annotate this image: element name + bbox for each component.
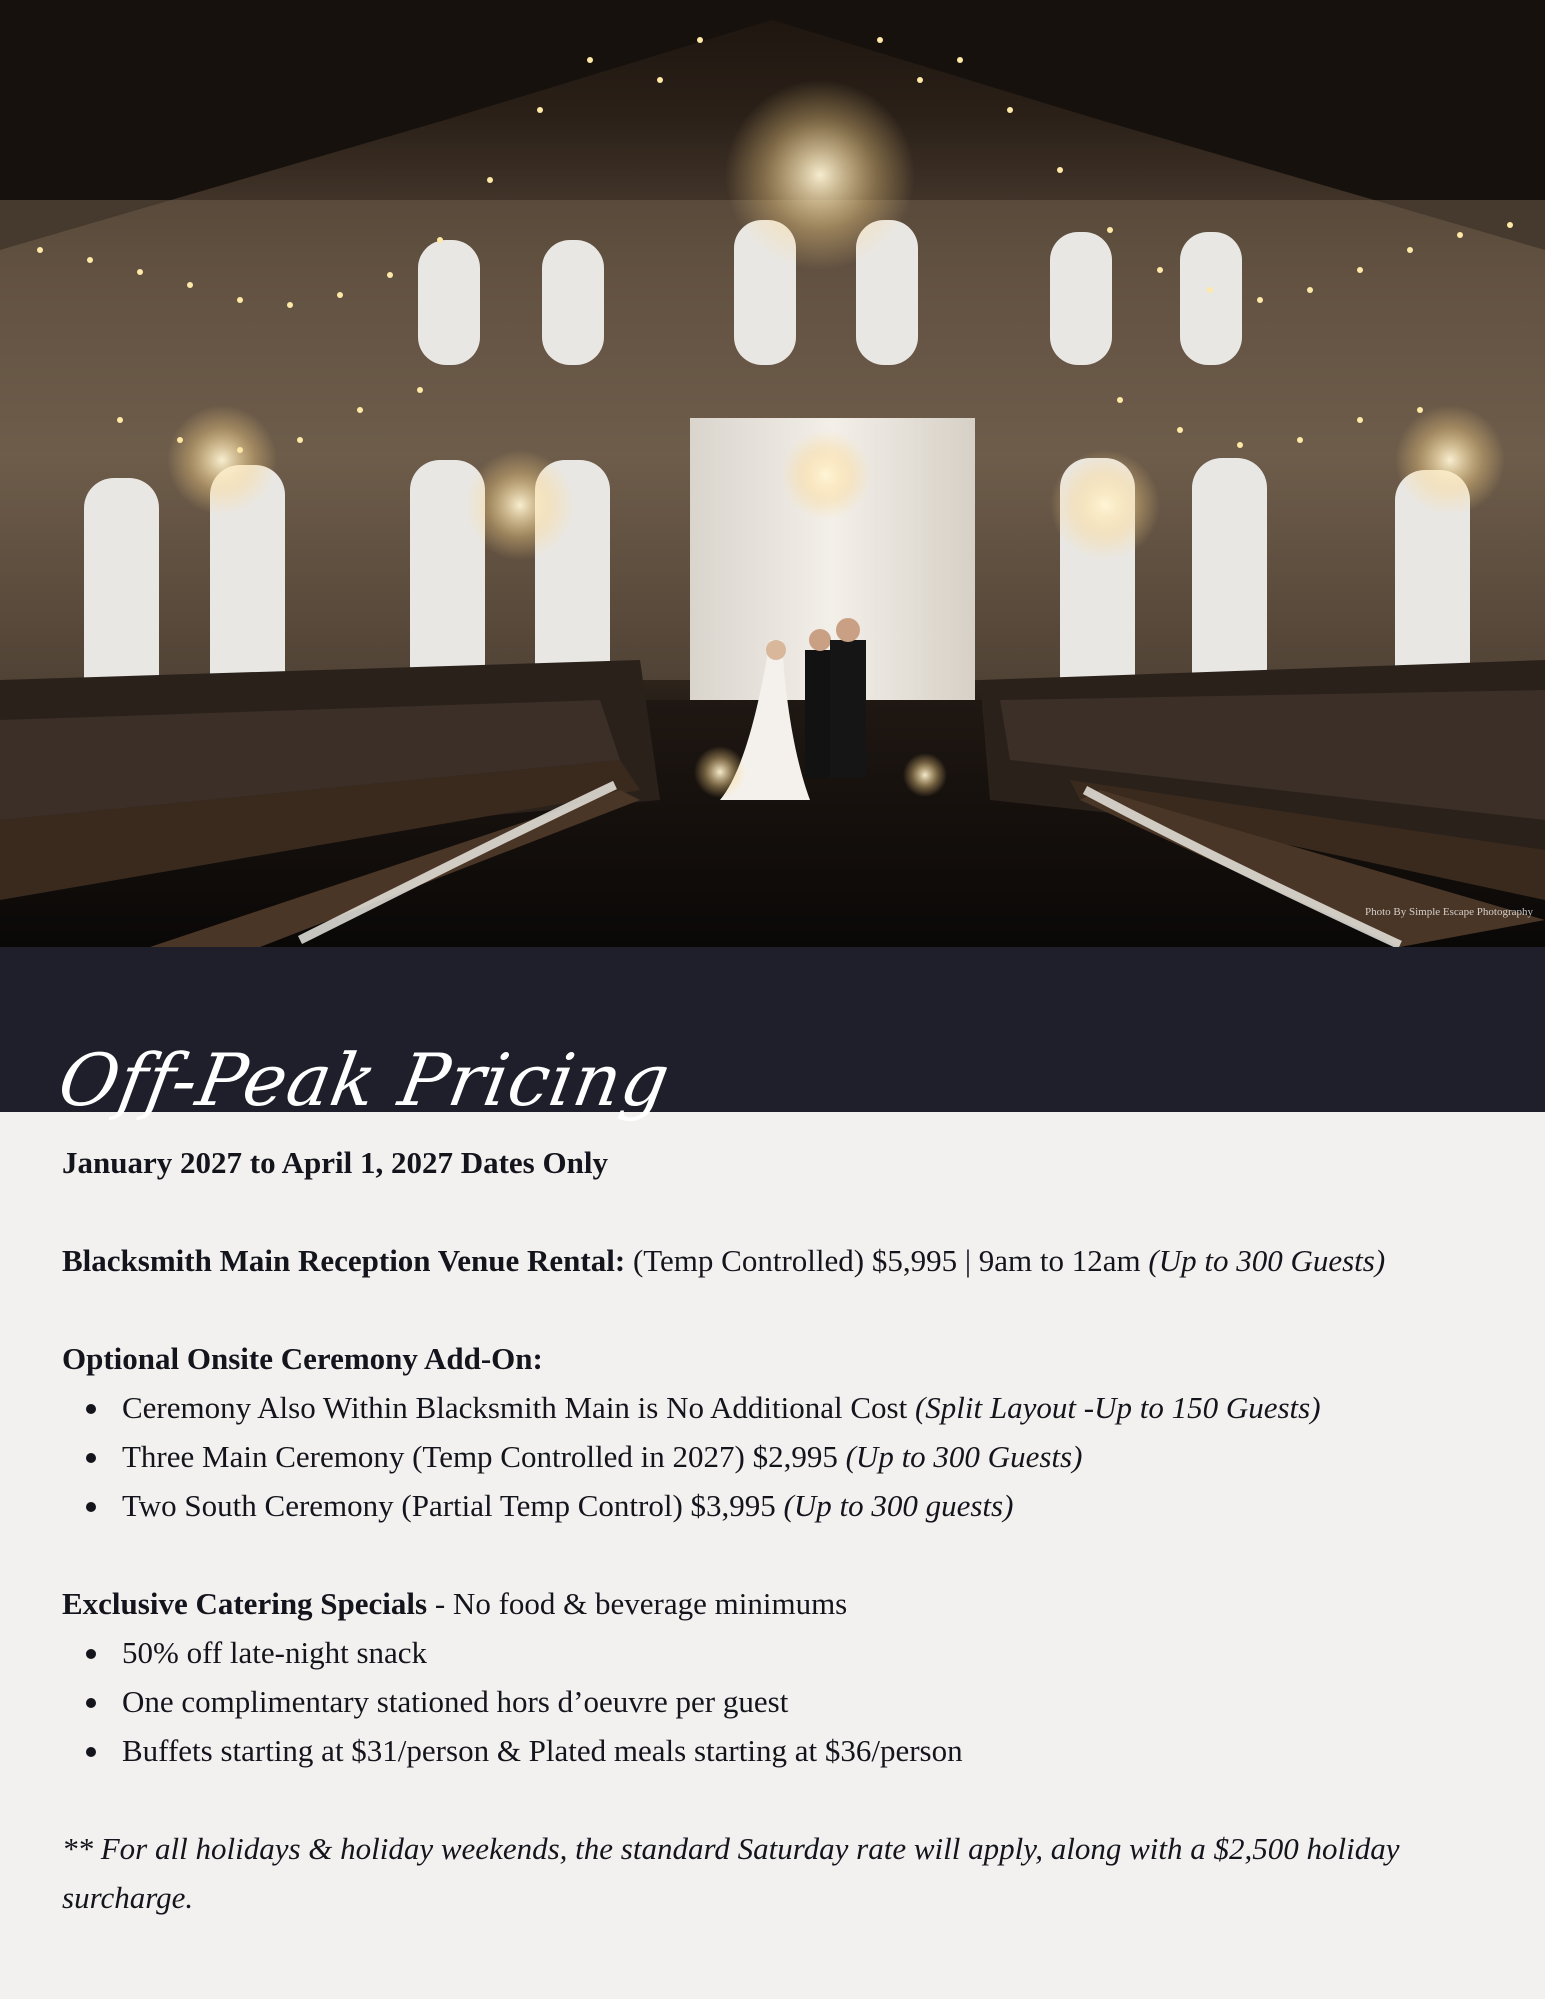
- venue-photo-illustration: [0, 0, 1545, 947]
- catering-list: [62, 1628, 1487, 1775]
- venue-photo: [0, 0, 1545, 947]
- holiday-footnote: ** For all holidays & holiday weekends, the standard Saturday rate will apply, along with a $2,500 holiday surcharge.: [62, 1831, 1400, 1915]
- catering-subheading: - No food & beverage minimums: [427, 1586, 848, 1621]
- photo-credit: Photo By Simple Escape Photography: [1364, 906, 1533, 918]
- rental-label: Blacksmith Main Reception Venue Rental:: [62, 1243, 626, 1278]
- pricing-content: [62, 1138, 1487, 1922]
- ceremony-item-text: Two South Ceremony (Partial Temp Control) $3,995: [122, 1488, 784, 1523]
- list-item: One complimentary stationed hors d’oeuvre per guest: [62, 1677, 1487, 1726]
- ceremony-item-text: Ceremony Also Within Blacksmith Main is No Additional Cost: [122, 1390, 915, 1425]
- ceremony-item-text: Three Main Ceremony (Temp Controlled in 2027) $2,995: [122, 1439, 846, 1474]
- date-range: January 2027 to April 1, 2027 Dates Only: [62, 1145, 608, 1180]
- ceremony-item-note: (Up to 300 Guests): [845, 1439, 1083, 1474]
- list-item: Buffets starting at $31/person & Plated meals starting at $36/person: [62, 1726, 1487, 1775]
- list-item: [62, 1432, 1487, 1481]
- list-item: 50% off late-night snack: [62, 1628, 1487, 1677]
- list-item: [62, 1481, 1487, 1530]
- catering-heading: Exclusive Catering Specials: [62, 1586, 428, 1621]
- rental-line: [62, 1236, 1487, 1285]
- ceremony-item-note: (Up to 300 guests): [783, 1488, 1014, 1523]
- ceremony-item-note: (Split Layout -Up to 150 Guests): [914, 1390, 1321, 1425]
- ceremony-list: [62, 1383, 1487, 1530]
- list-item: [62, 1383, 1487, 1432]
- rental-details: (Temp Controlled) $5,995 | 9am to 12am: [625, 1243, 1149, 1278]
- rental-capacity: (Up to 300 Guests): [1148, 1243, 1386, 1278]
- page-title: Off-Peak Pricing: [52, 1038, 677, 1123]
- catering-line: [62, 1579, 1487, 1628]
- ceremony-heading: Optional Onsite Ceremony Add-On:: [62, 1341, 543, 1376]
